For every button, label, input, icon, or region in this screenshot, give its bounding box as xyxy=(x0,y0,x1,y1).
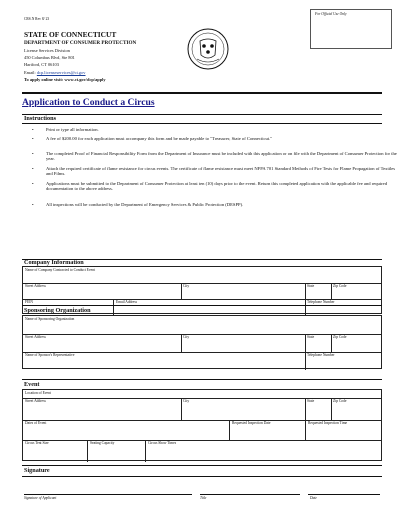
company-zip-label[interactable]: Zip Code xyxy=(333,284,347,288)
event-heading: Event xyxy=(24,381,40,388)
company-email-label[interactable]: Email Address xyxy=(116,300,138,304)
sponsor-zip-label[interactable]: Zip Code xyxy=(333,335,347,339)
instruction-item: Print or type all information. xyxy=(46,127,99,132)
applicant-signature-line[interactable] xyxy=(24,494,192,495)
instructions-under-rule xyxy=(22,123,382,124)
row-divider xyxy=(23,440,381,441)
signature-heading: Signature xyxy=(24,467,50,474)
company-street-label[interactable]: Street Address xyxy=(25,284,46,288)
bullet-icon: • xyxy=(32,166,34,171)
seating-capacity-label[interactable]: Seating Capacity xyxy=(90,441,115,445)
event-state-label[interactable]: State xyxy=(307,399,315,403)
bullet-icon: • xyxy=(32,202,34,207)
req-inspection-date-label[interactable]: Requested Inspection Date xyxy=(232,421,271,425)
email-label: Email: xyxy=(24,70,36,75)
col-divider xyxy=(87,440,88,462)
bullet-icon: • xyxy=(32,151,34,156)
col-divider xyxy=(181,334,182,352)
show-times-label[interactable]: Circus Show Times xyxy=(148,441,177,445)
title-label: Title xyxy=(200,496,207,500)
company-fein-label[interactable]: FEIN xyxy=(25,300,33,304)
col-divider xyxy=(113,299,114,315)
apply-online-link[interactable]: To apply online visit: www.ct.gov/dcp/apply xyxy=(24,77,106,82)
sponsor-name-label[interactable]: Name of Sponsoring Organization xyxy=(25,317,75,321)
signature-under-rule xyxy=(22,476,382,477)
event-street-label[interactable]: Street Address xyxy=(25,399,46,403)
official-use-label: For Official Use Only xyxy=(315,12,347,16)
sponsor-street-label[interactable]: Street Address xyxy=(25,335,46,339)
address-line-2: Hartford, CT 06103 xyxy=(24,62,59,67)
form-code: CRS.N Rev 8/ 23 xyxy=(24,17,50,21)
row-divider xyxy=(23,334,381,335)
bullet-icon: • xyxy=(32,127,34,132)
event-dates-label[interactable]: Dates of Event xyxy=(25,421,47,425)
sponsor-city-label[interactable]: City xyxy=(183,335,190,339)
company-heading: Company Information xyxy=(24,259,84,266)
department-name: DEPARTMENT OF CONSUMER PROTECTION xyxy=(24,40,137,46)
official-use-box xyxy=(310,9,392,49)
sponsor-top-rule xyxy=(22,305,382,306)
event-zip-label[interactable]: Zip Code xyxy=(333,399,347,403)
email-link[interactable]: dcp.licenseservices@ct.gov xyxy=(36,70,86,75)
col-divider xyxy=(331,283,332,299)
event-table xyxy=(22,389,382,461)
sponsor-heading: Sponsoring Organization xyxy=(24,307,91,314)
col-divider xyxy=(331,334,332,352)
company-city-label[interactable]: City xyxy=(183,284,190,288)
instruction-item: Applications must be submitted to the Department of Consumer Protection at least ten (10) days prior to the event. Return this completed application with the applicable fee and required documentation to the above address. xyxy=(46,181,387,192)
email-line xyxy=(24,70,86,75)
col-divider xyxy=(181,283,182,299)
sponsor-state-label[interactable]: State xyxy=(307,335,315,339)
state-seal-icon xyxy=(186,27,230,71)
col-divider xyxy=(305,420,306,440)
col-divider xyxy=(181,398,182,420)
col-divider xyxy=(331,398,332,420)
event-location-label[interactable]: Location of Event xyxy=(25,391,51,395)
state-name: STATE OF CONNECTICUT xyxy=(24,30,117,39)
event-city-label[interactable]: City xyxy=(183,399,190,403)
req-inspection-time-label[interactable]: Requested Inspection Time xyxy=(308,421,348,425)
company-phone-label[interactable]: Telephone Number xyxy=(307,300,335,304)
row-divider xyxy=(23,283,381,284)
title-line[interactable] xyxy=(200,494,300,495)
header-divider xyxy=(22,92,382,94)
date-line[interactable] xyxy=(308,494,380,495)
col-divider xyxy=(229,420,230,440)
date-label: Date xyxy=(310,496,317,500)
applicant-signature-label: Signature of Applicant xyxy=(24,496,57,500)
col-divider xyxy=(145,440,146,462)
signature-top-rule xyxy=(22,465,382,466)
division-name: License Services Division xyxy=(24,48,70,53)
address-line-1: 450 Columbus Blvd, Ste 801 xyxy=(24,55,75,60)
company-name-label[interactable]: Name of Company Contracted to Conduct Event xyxy=(25,268,96,272)
sponsor-phone-label[interactable]: Telephone Number xyxy=(307,353,335,357)
page-title: Application to Conduct a Circus xyxy=(22,97,155,108)
bullet-icon: • xyxy=(32,136,34,141)
instructions-heading: Instructions xyxy=(24,115,56,122)
instruction-item: A fee of $200.00 for each application must accompany this form and be made payable to "Treasurer, State of Connecticut." xyxy=(46,136,273,141)
instructions-list xyxy=(22,127,397,257)
instruction-item: Attach the required certificate of flame resistance for circus events. The certificate of flame resistance must meet NFPA 701 Standard Methods of Fire Tests for Flame Propagation of Textiles and Films. xyxy=(46,166,396,177)
sponsor-table xyxy=(22,315,382,369)
instruction-item: The completed Proof of Financial Responsibility Form from the Department of Insurance must be included with this application or on file with the Department of Consumer Protection for the year. xyxy=(46,151,397,162)
tent-size-label[interactable]: Circus Tent Size xyxy=(25,441,49,445)
bullet-icon: • xyxy=(32,181,34,186)
col-divider xyxy=(305,398,306,420)
row-divider xyxy=(23,398,381,399)
instruction-item: All inspections will be conducted by the Department of Emergency Services & Public Protection (DESPP). xyxy=(46,202,244,207)
event-top-rule xyxy=(22,379,382,380)
sponsor-rep-label[interactable]: Name of Sponsor's Representative xyxy=(25,353,75,357)
instructions-top-rule xyxy=(22,114,382,115)
company-state-label[interactable]: State xyxy=(307,284,315,288)
